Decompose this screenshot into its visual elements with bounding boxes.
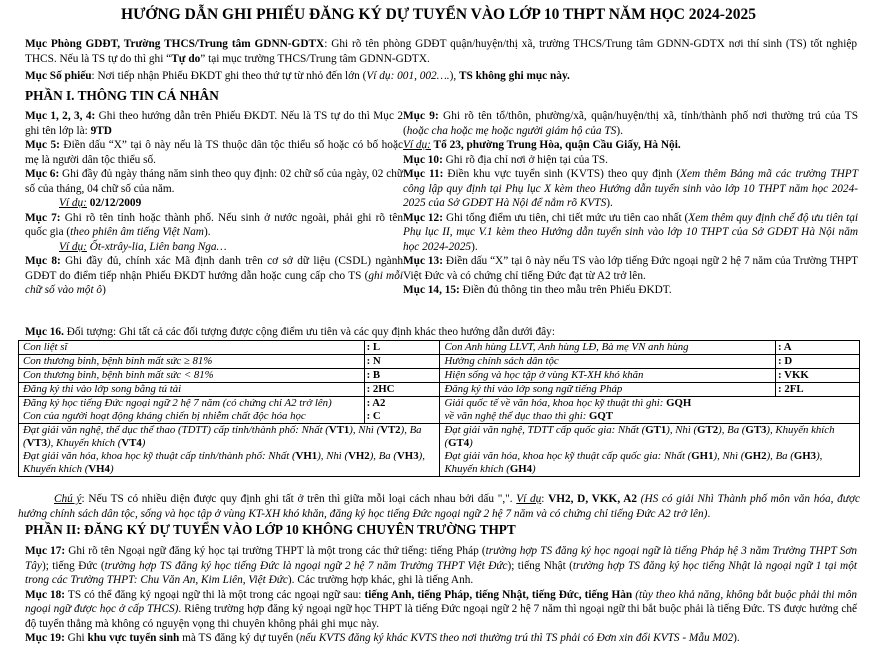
muc-18: Mục 18: TS có thể đăng ký ngoại ngữ thi là một trong các ngoại ngữ sau: tiếng Anh, tiếng Pháp, tiếng Nhật, tiếng Đức, tiếng Hàn (tùy theo khả năng, không bắt buộc phải thi môn ngoại ngữ được học ở cấp THCS). Riêng trường hợp đăng ký ngoại ngữ học THPT là tiếng Đức ngoại ngữ 2 hệ 7 năm thì ngoại ngữ thi bắt buộc phải là tiếng Đức. TS được hưởng chế độ tuyển thẳng mà không có nguyện vọng thi chuyên không phải ghi mục này.: [25, 588, 858, 630]
table-row: Đạt giải văn nghệ, thể dục thể thao (TDTT) cấp tỉnh/thành phố: Nhất (VT1), Nhì (VT2), Ba (VT3), Khuyến khích (VT4) Đạt giải văn hóa, khoa học kỹ thuật cấp tỉnh/thành phố: Nhất (VH1), Nhì (VH2), Ba (VH3), Khuyến khích (VH4) Đạt giải văn nghệ, TDTT cấp quốc gia: Nhất (GT1), Nhì (GT2), Ba (GT3), Khuyến khích (GT4) Đạt giải văn hóa, khoa học kỹ thuật cấp quốc gia: Nhất (GH1), Nhì (GH2), Ba (GH3), Khuyến khích (GH4): [19, 424, 860, 477]
objects-table: [18, 340, 860, 477]
muc-1-4: Mục 1, 2, 3, 4: Ghi theo hướng dẫn trên Phiếu ĐKDT. Nếu là TS tự do thì Mục 2 ghi tên lớp là: 9TD: [25, 110, 403, 137]
muc-12: Mục 12: Ghi tổng điểm ưu tiên, chi tiết mức ưu tiên cao nhất (Xem thêm quy định chế độ ưu tiên tại Phụ lục II, mục V.1 kèm theo Hướng dẫn tuyển sinh vào lớp 10 THPT của Sở GDĐT Hà Nội năm học 2024-2025).: [403, 211, 859, 253]
part2-body: [25, 544, 857, 646]
muc-14-15: Mục 14, 15: Điền đủ thông tin theo mẫu trên Phiếu ĐKDT.: [403, 284, 672, 296]
part1-right-column: [403, 109, 858, 298]
muc-7-example: Ví dụ: Ốt-xtrây-lia, Liên bang Nga…: [59, 240, 227, 253]
muc-8: Mục 8: Ghi đầy đủ, chính xác Mã định danh trên cơ sở dữ liệu (CSDL) ngành GDĐT do điểm tiếp nhận Phiếu ĐKDT hướng dẫn hoặc cung cấp cho TS (ghi mỗi chữ số vào một ô): [25, 255, 403, 296]
table-row: Đăng ký học tiếng Đức ngoại ngữ 2 hệ 7 năm (có chứng chỉ A2 trở lên) Con của người hoạt động kháng chiến bị nhiễm chất độc hóa học : A2 : C Giải quốc tế về văn hóa, khoa học kỹ thuật thì ghi: GQH về văn nghệ thể dục thao thì ghi: GQT: [19, 397, 860, 424]
muc-19: Mục 19: Ghi khu vực tuyển sinh mà TS đăng ký dự tuyển (nếu KVTS đăng ký khác KVTS theo nơi thường trú thì TS phải có Đơn xin đổi KVTS - Mẫu M02).: [25, 632, 740, 644]
note: Chú ý: Nếu TS có nhiều diện được quy định ghi tất ở trên thì giữa mỗi loại cách nhau bởi dấu ",". Ví dụ: VH2, D, VKK, A2 (HS có giải Nhì Thành phố môn văn hóa, được hưởng chính sách dân tộc, sống và học tập ở vùng KT-XH khó khăn, đăng ký học tiếng Đức ngoại ngữ 2 hệ 7 năm và có chứng chỉ tiếng Đức A2 trở lên).: [18, 493, 860, 520]
muc-17: Mục 17: Ghi rõ tên Ngoại ngữ đăng ký học tại trường THPT là một trong các thứ tiếng: tiếng Pháp (trường hợp TS đăng ký học ngoại ngữ là tiếng Pháp hệ 3 năm Trường THPT Sơn Tây); tiếng Đức (trường hợp TS đăng ký học tiếng Đức là ngoại ngữ 2 hệ 7 năm Trường THPT Việt Đức); tiếng Nhật (trường hợp TS đăng ký học tiếng Nhật là ngoại ngữ 1 tại một trong các Trường THPT: Chu Văn An, Kim Liên, Việt Đức). Các trường hợp khác, ghi là tiếng Anh.: [25, 545, 858, 586]
table-row: Con liệt sĩ : L Con Anh hùng LLVT, Anh hùng LĐ, Bà mẹ VN anh hùng : A: [19, 341, 860, 355]
intro-muc-phong: Mục Phòng GDĐT, Trường THCS/Trung tâm GDNN-GDTX: Ghi rõ tên phòng GDĐT quận/huyện/thị xã, trường THCS/Trung tâm GDNN-GDTX nơi thí sinh (TS) tốt nghiệp THCS. Nếu là TS tự do thì ghi “Tự do” tại mục trường THCS/Trung tâm GDNN-GDTX.: [25, 38, 857, 65]
table-row: Đăng ký thi vào lớp song bằng tú tài : 2HC Đăng ký thi vào lớp song ngữ tiếng Pháp : 2FL: [19, 383, 860, 397]
muc-9: Mục 9: Ghi rõ tên tổ/thôn, phường/xã, quận/huyện/thị xã, tỉnh/thành phố nơi thường trú của TS (hoặc cha hoặc mẹ hoặc người giám hộ của TS).: [403, 110, 858, 137]
muc-11: Mục 11: Điền khu vực tuyển sinh (KVTS) theo quy định (Xem thêm Bảng mã các trường THPT công lập quy định tại Phụ lục X kèm theo Hướng dẫn tuyển sinh vào lớp 10 THPT năm học 2024-2025 của Sở GDĐT Hà Nội để nắm rõ KVTS).: [403, 168, 858, 209]
document-title: HƯỚNG DẪN GHI PHIẾU ĐĂNG KÝ DỰ TUYỂN VÀO LỚP 10 THPT NĂM HỌC 2024-2025: [121, 6, 756, 23]
part2-heading: PHẦN II: ĐĂNG KÝ DỰ TUYỂN VÀO LỚP 10 KHÔNG CHUYÊN TRƯỜNG THPT: [25, 522, 516, 537]
muc-13: Mục 13: Điền dấu “X” tại ô này nếu TS vào lớp tiếng Đức ngoại ngữ 2 hệ 7 năm của Trường THPT Việt Đức và có chứng chỉ tiếng Đức đạt từ A2 trở lên.: [403, 255, 859, 282]
muc-5: Mục 5: Điền dấu “X” tại ô này nếu là TS thuộc dân tộc thiểu số hoặc có bố hoặc mẹ là người dân tộc thiểu số.: [25, 139, 403, 166]
table-row: Con thương binh, bệnh binh mất sức < 81% : B Hiện sống và học tập ở vùng KT-XH khó khăn : VKK: [19, 369, 860, 383]
muc-6: Mục 6: Ghi đầy đủ ngày tháng năm sinh theo quy định: 02 chữ số của ngày, 02 chữ số của tháng, 04 chữ số của năm.: [25, 168, 403, 195]
muc-16: Mục 16. Đối tượng: Ghi tất cả các đối tượng được cộng điểm ưu tiên và các quy định khác theo hướng dẫn dưới đây:: [25, 326, 555, 338]
table-row: Con thương binh, bệnh binh mất sức ≥ 81% : N Hưởng chính sách dân tộc : D: [19, 355, 860, 369]
muc-9-example: Ví dụ: Tổ 23, phường Trung Hòa, quận Cầu Giấy, Hà Nội.: [403, 139, 681, 151]
part1-heading: PHẦN I. THÔNG TIN CÁ NHÂN: [25, 88, 219, 103]
muc-7: Mục 7: Ghi rõ tên tỉnh hoặc thành phố. Nếu sinh ở nước ngoài, phải ghi rõ tên quốc gia (theo phiên âm tiếng Việt Nam).: [25, 211, 403, 238]
muc-10: Mục 10: Ghi rõ địa chỉ nơi ở hiện tại của TS.: [403, 153, 608, 166]
intro-so-phieu: Mục Số phiếu: Nơi tiếp nhận Phiếu ĐKDT ghi theo thứ tự từ nhỏ đến lớn (Ví dụ: 001, 002….), TS không ghi mục này.: [25, 70, 570, 82]
part1-left-column: [25, 109, 403, 298]
muc-6-example: Ví dụ: 02/12/2009: [59, 197, 142, 209]
